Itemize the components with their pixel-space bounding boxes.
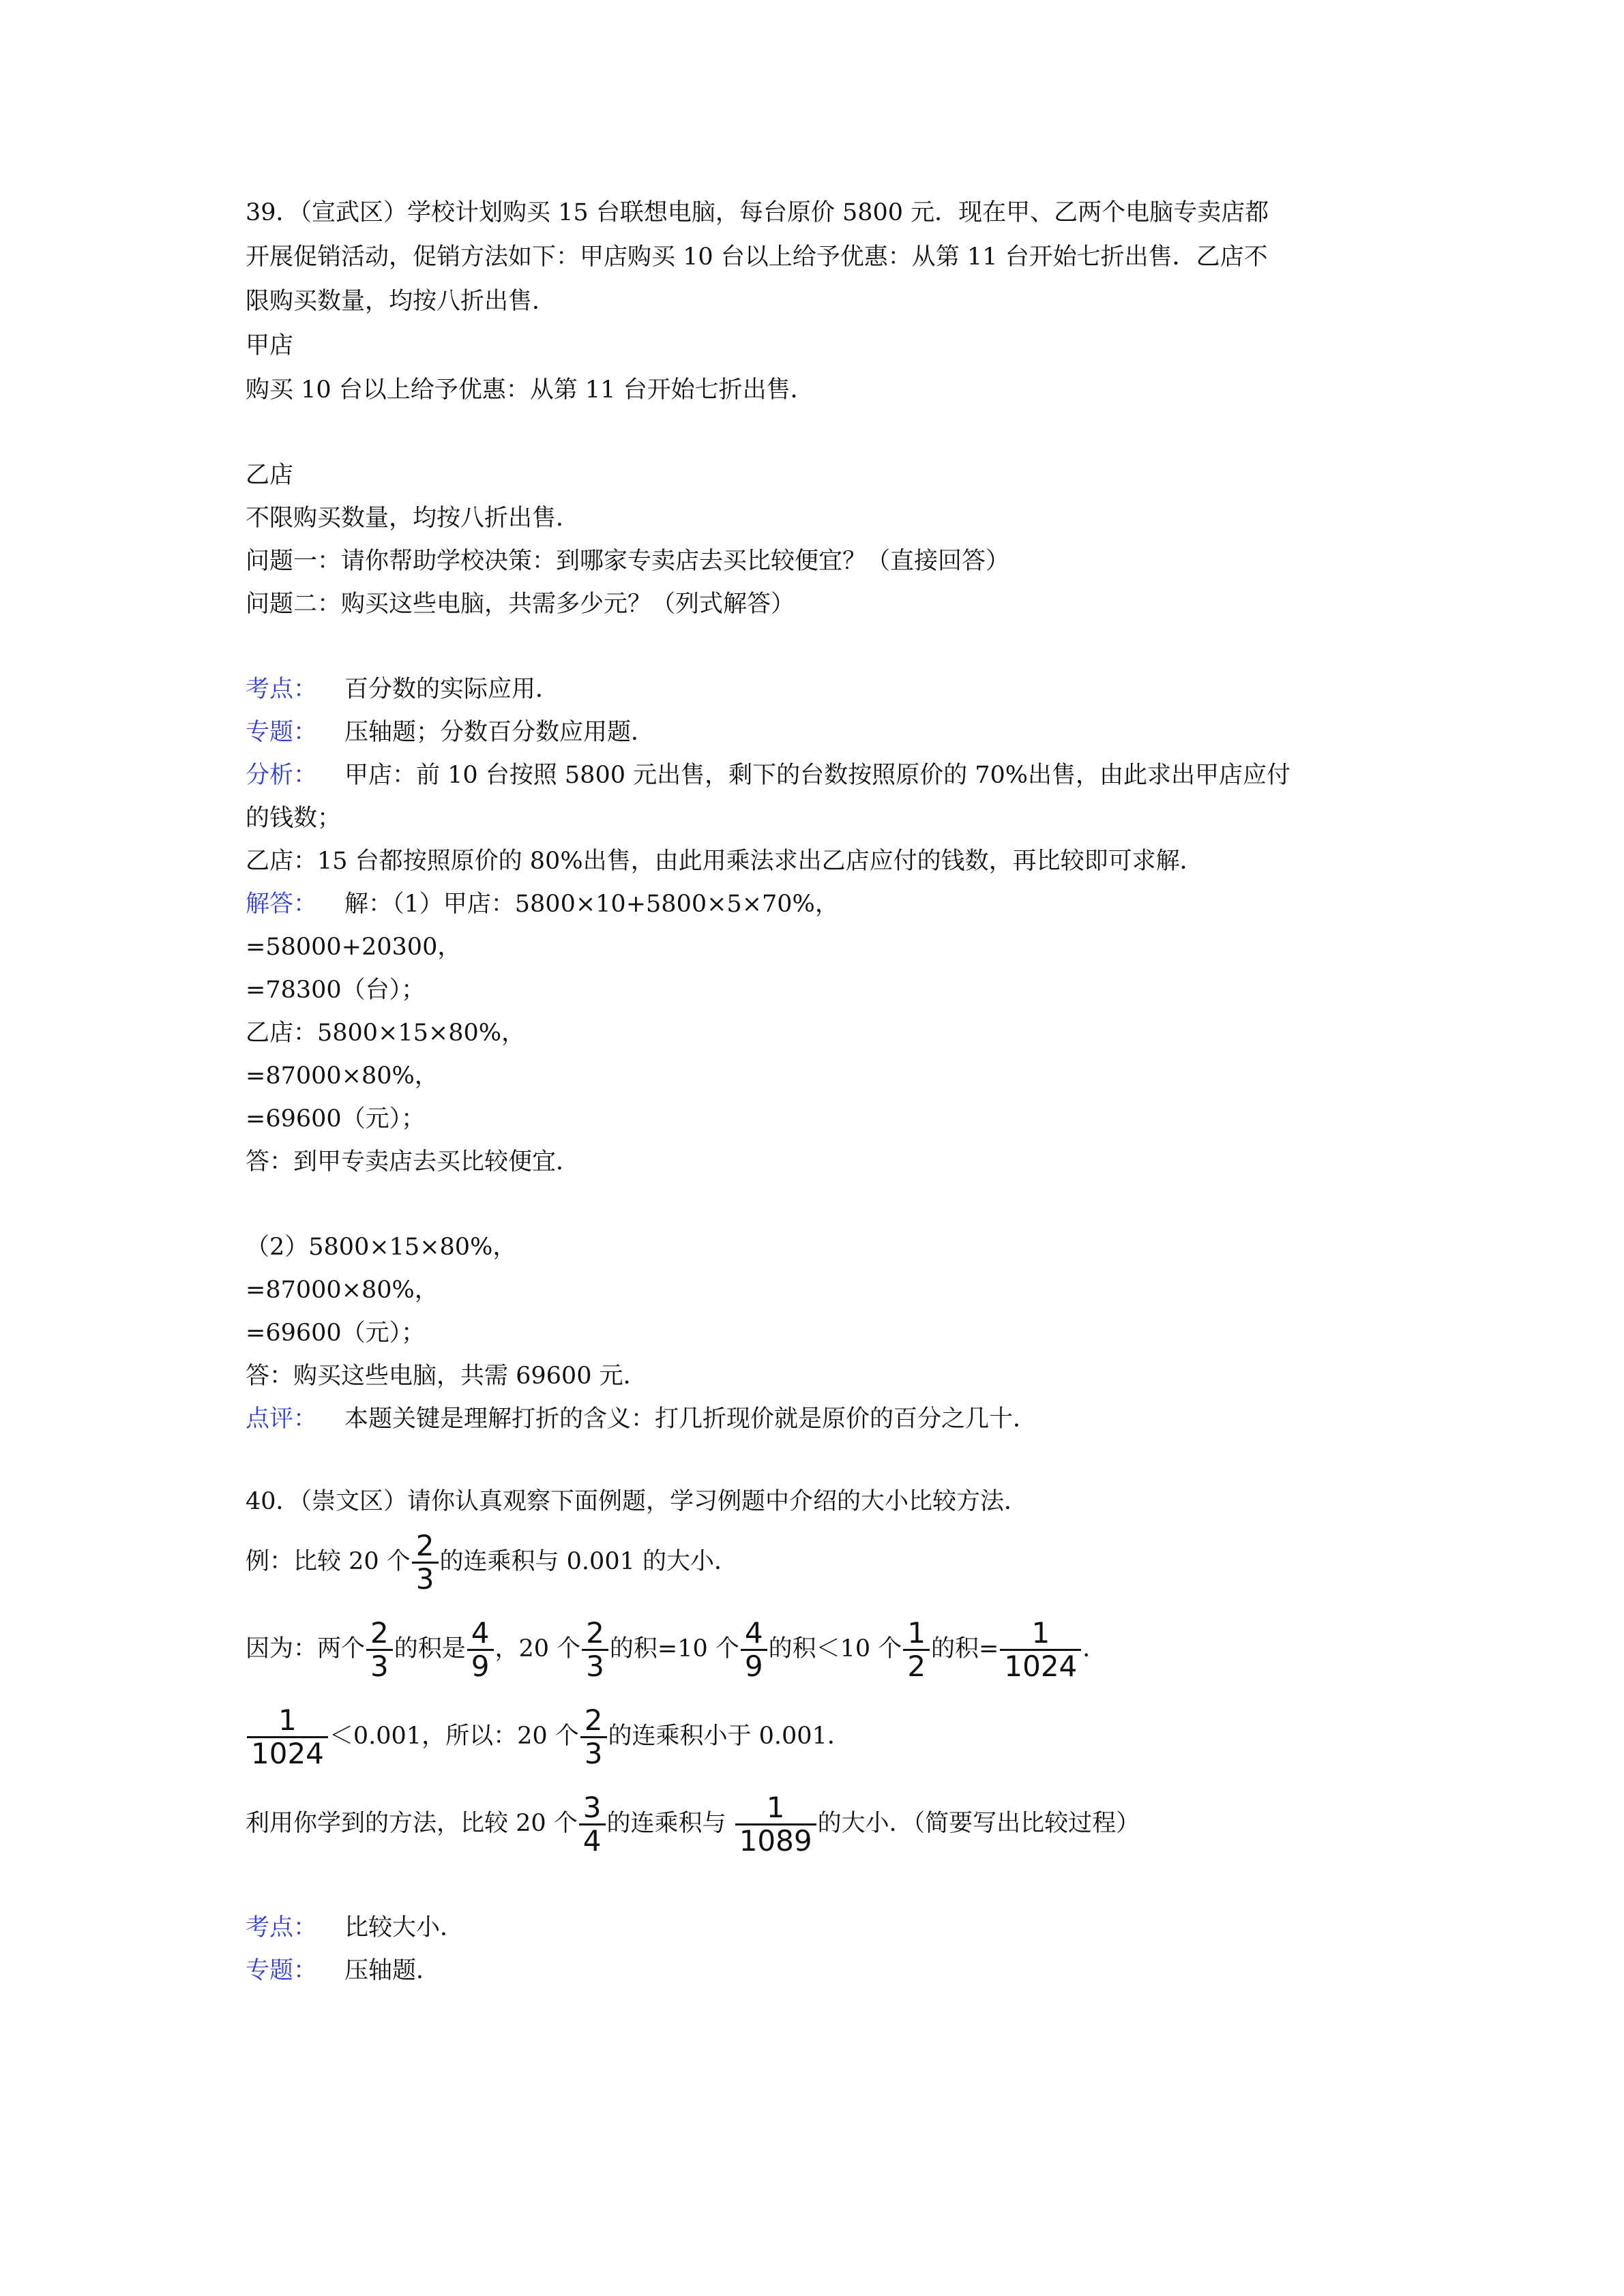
q39-text-line-1: 39．（宣武区）学校计划购买 15 台联想电脑，每台原价 5800 元．现在甲、乙两个电脑专卖店都 — [246, 199, 1269, 226]
q40-kaodian — [246, 1911, 1391, 1945]
dianping-label: 点评： — [246, 1405, 318, 1433]
store-a-title: 甲店 — [246, 332, 294, 359]
fraction-one-over-1024 — [247, 1705, 328, 1770]
fraction-denominator: 3 — [582, 1649, 608, 1682]
fenxi-text-2: 的钱数； — [246, 805, 342, 832]
because-text-a: 因为：两个 — [246, 1635, 366, 1663]
zhuanti-text: 压轴题． — [344, 1957, 441, 1984]
fraction-one-over-1089 — [735, 1792, 816, 1857]
conclusion-text-b: 的连乘积小于 0.001． — [608, 1723, 851, 1750]
fraction-denominator: 1024 — [247, 1736, 328, 1770]
solution-line: =78300（台）； — [246, 976, 426, 1004]
zhuanti-label: 专题： — [246, 1957, 318, 1984]
because-text-f: 的积= — [931, 1635, 999, 1663]
fraction-numerator: 4 — [744, 1616, 763, 1650]
q40-task-line — [246, 1789, 1391, 1858]
solution-line: =69600（元）； — [246, 1105, 426, 1133]
fraction-denominator: 3 — [580, 1736, 607, 1770]
fraction-numerator: 1 — [278, 1703, 297, 1737]
fraction-numerator: 3 — [582, 1791, 602, 1824]
question-one: 问题一：请你帮助学校决策：到哪家专卖店去买比较便宜？（直接回答） — [246, 548, 1010, 575]
fraction-numerator: 2 — [586, 1616, 604, 1650]
because-text-c: ，20 个 — [494, 1635, 581, 1663]
kaodian-text: 比较大小． — [344, 1914, 464, 1941]
dianping-text: 本题关键是理解打折的含义：打几折现价就是原价的百分之几十． — [344, 1405, 1037, 1433]
fraction-four-ninths — [741, 1617, 767, 1682]
conclusion-text-a: ＜0.001，所以：20 个 — [329, 1723, 579, 1750]
fraction-one-over-1024 — [1000, 1617, 1081, 1682]
fraction-numerator: 1 — [766, 1791, 785, 1824]
q40-conclusion-line — [246, 1702, 1391, 1770]
q39-text-line-3: 限购买数量，均按八折出售． — [246, 288, 557, 315]
fraction-denominator: 2 — [903, 1649, 930, 1682]
because-text-d: 的积=10 个 — [609, 1635, 739, 1663]
q39-text-line-2: 开展促销活动，促销方法如下：甲店购买 10 台以上给予优惠：从第 11 台开始七折出售．乙店不 — [246, 243, 1268, 271]
fraction-one-half — [903, 1617, 930, 1682]
q39-dianping — [246, 1402, 1391, 1436]
fraction-denominator: 1024 — [1000, 1649, 1081, 1682]
q39-kaodian — [246, 672, 1391, 706]
solution-line: =58000+20300， — [246, 934, 462, 961]
fraction-numerator: 2 — [415, 1529, 434, 1562]
example-text-b: 的连乘积与 0.001 的大小． — [439, 1548, 738, 1575]
fraction-denominator: 3 — [412, 1562, 439, 1595]
fraction-two-thirds — [366, 1617, 393, 1682]
fraction-denominator: 1089 — [735, 1823, 816, 1857]
kaodian-text: 百分数的实际应用． — [344, 676, 560, 703]
task-text-c: 的大小．（简要写出比较过程） — [817, 1810, 1140, 1837]
fraction-two-thirds — [412, 1530, 439, 1595]
fraction-three-fourths — [579, 1792, 606, 1857]
because-text-e: 的积＜10 个 — [768, 1635, 902, 1663]
solution2-line: 答：购买这些电脑，共需 69600 元． — [246, 1362, 647, 1390]
solution2-line: =69600（元）； — [246, 1320, 426, 1347]
fraction-numerator: 1 — [1031, 1616, 1050, 1650]
store-a-desc: 购买 10 台以上给予优惠：从第 11 台开始七折出售． — [246, 376, 814, 404]
fraction-denominator: 9 — [741, 1649, 767, 1682]
q40-because-line — [246, 1615, 1391, 1683]
question-two: 问题二：购买这些电脑，共需多少元？（列式解答） — [246, 591, 795, 618]
fraction-numerator: 1 — [907, 1616, 926, 1650]
jieda-label: 解答： — [246, 891, 318, 918]
solution-line: 乙店：5800×15×80%， — [246, 1019, 526, 1047]
store-b-desc: 不限购买数量，均按八折出售． — [246, 505, 580, 532]
task-text-a: 利用你学到的方法，比较 20 个 — [246, 1810, 578, 1837]
example-text-a: 例：比较 20 个 — [246, 1548, 411, 1575]
because-text-b: 的积是 — [394, 1635, 466, 1663]
q39-fenxi — [246, 758, 1391, 792]
fraction-denominator: 3 — [366, 1649, 393, 1682]
q40-title: 40．（崇文区）请你认真观察下面例题，学习例题中介绍的大小比较方法． — [246, 1488, 1029, 1515]
kaodian-label: 考点： — [246, 676, 318, 703]
store-b-title: 乙店 — [246, 462, 294, 489]
fraction-numerator: 2 — [584, 1703, 603, 1737]
zhuanti-text: 压轴题；分数百分数应用题． — [344, 719, 655, 746]
q40-example-line — [246, 1527, 1391, 1596]
solution2-line: =87000×80%， — [246, 1277, 439, 1304]
because-text-g: ． — [1082, 1635, 1107, 1663]
q40-zhuanti — [246, 1954, 1391, 1988]
q39-zhuanti — [246, 715, 1391, 749]
fraction-numerator: 2 — [370, 1616, 389, 1650]
q39-jieda — [246, 887, 1391, 921]
kaodian-label: 考点： — [246, 1914, 318, 1941]
solution-line: 答：到甲专卖店去买比较便宜． — [246, 1148, 580, 1176]
fenxi-text-3: 乙店：15 台都按照原价的 80%出售，由此用乘法求出乙店应付的钱数，再比较即可求解． — [246, 848, 1204, 875]
solution-line: =87000×80%， — [246, 1062, 439, 1090]
fenxi-label: 分析： — [246, 762, 318, 789]
jieda-text-1: 解：（1）甲店：5800×10+5800×5×70%， — [344, 891, 839, 918]
zhuanti-label: 专题： — [246, 719, 318, 746]
task-text-b: 的连乘积与 — [606, 1810, 726, 1837]
fraction-denominator: 4 — [579, 1823, 606, 1857]
fraction-four-ninths — [467, 1617, 494, 1682]
fenxi-text-1: 甲店：前 10 台按照 5800 元出售，剩下的台数按照原价的 70%出售，由此求出甲店应付 — [344, 762, 1291, 789]
solution2-line: （2）5800×15×80%， — [246, 1234, 517, 1261]
fraction-two-thirds — [582, 1617, 608, 1682]
fraction-denominator: 9 — [467, 1649, 494, 1682]
fraction-numerator: 4 — [471, 1616, 490, 1650]
fraction-two-thirds — [580, 1705, 607, 1770]
